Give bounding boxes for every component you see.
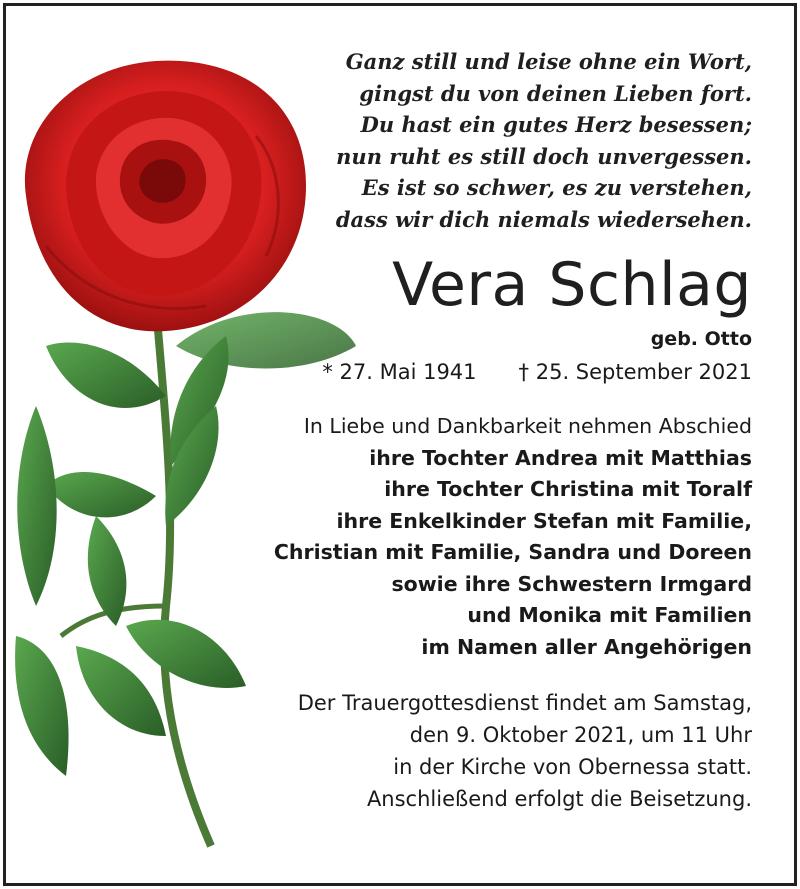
service-line: Der Trauergottesdienst findet am Samstag, — [297, 691, 752, 715]
text-column — [192, 6, 752, 815]
poem-line: Du hast ein gutes Herz besessen; — [360, 112, 752, 137]
death-date: † 25. September 2021 — [518, 360, 752, 384]
mourner-line: ihre Enkelkinder Stefan mit Familie, — [336, 508, 752, 533]
service-line: den 9. Oktober 2021, um 11 Uhr — [409, 723, 752, 747]
mourners-block — [192, 411, 752, 663]
mourner-line: Christian mit Familie, Sandra und Doreen — [273, 540, 752, 564]
service-line: in der Kirche von Obernessa statt. — [393, 755, 752, 779]
life-dates — [192, 357, 752, 387]
poem-line: dass wir dich niemals wiedersehen. — [335, 206, 752, 232]
service-line: Anschließend erfolgt die Beisetzung. — [366, 787, 752, 811]
poem-line: Es ist so schwer, es zu verstehen, — [361, 175, 752, 200]
maiden-name: geb. Otto — [650, 328, 752, 350]
service-info — [192, 687, 752, 815]
poem — [192, 46, 752, 235]
obituary-notice — [3, 3, 797, 886]
deceased-name: Vera Schlag — [392, 250, 752, 320]
mourner-line: ihre Tochter Christina mit Toralf — [384, 477, 752, 501]
mourner-line: sowie ihre Schwestern Irmgard — [391, 571, 752, 596]
mourners-intro: In Liebe und Dankbarkeit nehmen Abschied — [303, 414, 752, 438]
mourner-line: und Monika mit Familien — [467, 603, 752, 627]
mourner-line: ihre Tochter Andrea mit Matthias — [369, 445, 752, 470]
poem-line: Ganz still und leise ohne ein Wort, — [345, 49, 752, 74]
birth-date: * 27. Mai 1941 — [322, 360, 477, 384]
poem-line: nun ruht es still doch unvergessen. — [336, 143, 752, 169]
poem-line: gingst du von deinen Lieben fort. — [359, 80, 752, 106]
mourner-line: im Namen aller Angehörigen — [421, 634, 752, 659]
